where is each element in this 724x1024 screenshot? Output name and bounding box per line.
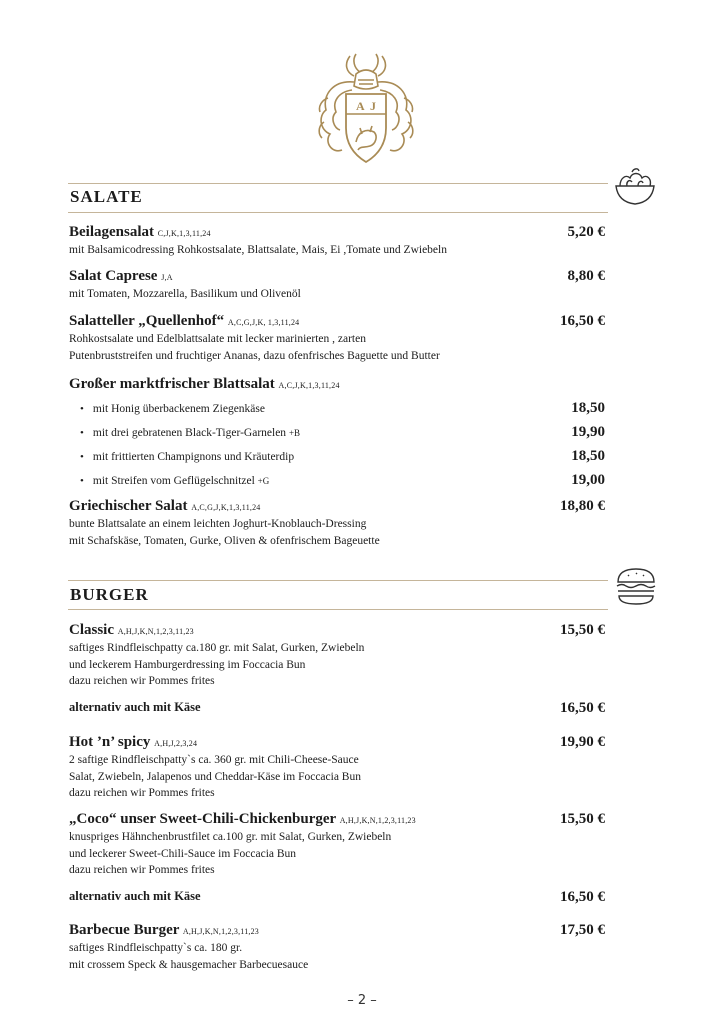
item-allergens: A,C,G,J,K,1,3,11,24 bbox=[191, 503, 261, 512]
item-allergens: A,H,J,K,N,1,2,3,11,23 bbox=[182, 927, 260, 936]
menu-item-griechischer-salat bbox=[69, 498, 605, 549]
item-price: 17,50 € bbox=[560, 922, 605, 938]
menu-item-barbecue-burger bbox=[69, 922, 605, 973]
burger-rule-top bbox=[68, 580, 608, 581]
bullet-icon: • bbox=[80, 451, 84, 463]
salad-bowl-icon bbox=[612, 164, 658, 208]
item-allergens: A,H,J,K,N,1,2,3,11,23 bbox=[117, 627, 194, 636]
menu-item-alt-kaese-1 bbox=[69, 700, 605, 715]
item-desc bbox=[69, 331, 605, 364]
menu-item-salatteller-quellenhof bbox=[69, 313, 605, 364]
item-price: 16,50 € bbox=[560, 700, 605, 716]
option-text: mit drei gebratenen Black-Tiger-Garnelen bbox=[92, 427, 287, 439]
item-price: 15,50 € bbox=[560, 811, 605, 827]
item-desc-line: Putenbruststreifen und fruchtiger Ananas, dazu ofenfrisches Baguette und Butter bbox=[69, 349, 440, 362]
bullet-icon: • bbox=[80, 475, 84, 487]
item-desc-line: mit crossem Speck & hausgemacher Barbecuesauce bbox=[69, 958, 309, 971]
item-desc-line: mit Schafskäse, Tomaten, Gurke, Oliven & ofenfrischem Bageuette bbox=[69, 534, 380, 547]
item-desc-line: und leckerem Hamburgerdressing im Foccacia Bun bbox=[69, 658, 306, 671]
item-desc-line: Rohkostsalate und Edelblattsalate mit lecker marinierten , zarten bbox=[69, 333, 366, 345]
item-desc-line: Salat, Zwiebeln, Jalapenos und Cheddar-Käse im Foccacia Bun bbox=[69, 770, 361, 783]
item-allergens: C,J,K,1,3,11,24 bbox=[157, 229, 211, 238]
bullet-icon: • bbox=[80, 427, 84, 439]
item-desc bbox=[69, 752, 605, 802]
item-name: Salatteller „Quellenhof“ bbox=[69, 313, 225, 329]
option-price: 18,50 bbox=[571, 448, 605, 464]
item-desc bbox=[69, 516, 605, 549]
salate-rule-top bbox=[68, 183, 608, 184]
item-desc-line: 2 saftige Rindfleischpatty`s ca. 360 gr. mit Chili-Cheese-Sauce bbox=[69, 754, 359, 766]
item-price: 18,80 € bbox=[560, 498, 605, 514]
item-price: 19,90 € bbox=[560, 734, 605, 750]
option-text: mit Streifen vom Geflügelschnitzel bbox=[92, 475, 255, 487]
option-champignons bbox=[80, 448, 605, 464]
item-desc bbox=[69, 640, 605, 690]
crest-letter-j: J bbox=[370, 99, 376, 113]
alt-text: alternativ auch mit Käse bbox=[69, 889, 201, 903]
crest-letter-a: A bbox=[356, 99, 365, 113]
item-desc bbox=[69, 940, 605, 973]
menu-item-beilagensalat bbox=[69, 224, 605, 259]
item-desc-line: dazu reichen wir Pommes frites bbox=[69, 675, 215, 687]
menu-item-salat-caprese bbox=[69, 268, 605, 303]
item-desc: mit Balsamicodressing Rohkostsalate, Blattsalate, Mais, Ei ,Tomate und Zwiebeln bbox=[69, 244, 447, 256]
item-desc-line: dazu reichen wir Pommes frites bbox=[69, 787, 215, 799]
salate-rule-bottom bbox=[68, 212, 608, 213]
option-price: 18,50 bbox=[571, 400, 605, 416]
item-name: Salat Caprese bbox=[69, 268, 158, 284]
item-desc-line: saftiges Rindfleischpatty ca.180 gr. mit Salat, Gurken, Zwiebeln bbox=[69, 642, 365, 654]
option-note: +B bbox=[288, 428, 301, 438]
bullet-icon: • bbox=[80, 403, 84, 415]
item-desc-line: dazu reichen wir Pommes frites bbox=[69, 864, 215, 876]
item-name: Griechischer Salat bbox=[69, 498, 188, 514]
item-price: 8,80 € bbox=[567, 268, 605, 284]
burger-rule-bottom bbox=[68, 609, 608, 610]
menu-item-alt-kaese-2 bbox=[69, 889, 605, 904]
option-price: 19,00 bbox=[571, 472, 605, 488]
item-name: Beilagensalat bbox=[69, 224, 154, 240]
alt-text: alternativ auch mit Käse bbox=[69, 700, 201, 714]
item-desc-line: saftiges Rindfleischpatty`s ca. 180 gr. bbox=[69, 942, 243, 954]
item-desc-line: bunte Blattsalate an einem leichten Joghurt-Knoblauch-Dressing bbox=[69, 518, 367, 530]
item-desc bbox=[69, 829, 605, 879]
item-price: 16,50 € bbox=[560, 313, 605, 329]
item-allergens: J,A bbox=[161, 273, 173, 282]
crest-logo bbox=[312, 50, 420, 168]
menu-item-blattsalat bbox=[69, 376, 605, 393]
item-allergens: A,C,G,J,K, 1,3,11,24 bbox=[227, 318, 300, 327]
item-allergens: A,H,J,2,3,24 bbox=[154, 739, 198, 748]
option-text: mit Honig überbackenem Ziegenkäse bbox=[92, 403, 265, 415]
menu-item-classic bbox=[69, 622, 605, 690]
item-name: Classic bbox=[69, 622, 114, 638]
item-name: Barbecue Burger bbox=[69, 922, 180, 938]
option-gefluegel bbox=[80, 472, 605, 488]
option-garnelen bbox=[80, 424, 605, 440]
burger-title: BURGER bbox=[70, 585, 149, 604]
item-price: 15,50 € bbox=[560, 622, 605, 638]
item-allergens: A,C,J,K,1,3,11,24 bbox=[278, 381, 340, 390]
item-desc: mit Tomaten, Mozzarella, Basilikum und Olivenöl bbox=[69, 288, 301, 300]
option-text: mit frittierten Champignons und Kräuterdip bbox=[92, 451, 295, 463]
burger-icon bbox=[614, 566, 658, 608]
menu-item-hot-n-spicy bbox=[69, 734, 605, 802]
item-price: 5,20 € bbox=[567, 224, 605, 240]
salate-title: SALATE bbox=[70, 187, 143, 206]
item-desc-line: und leckerer Sweet-Chili-Sauce im Foccacia Bun bbox=[69, 847, 297, 860]
item-name: Hot ’n’ spicy bbox=[69, 734, 151, 750]
item-price: 16,50 € bbox=[560, 889, 605, 905]
item-name: Großer marktfrischer Blattsalat bbox=[69, 376, 275, 392]
page-number: – 2 – bbox=[347, 993, 377, 1008]
menu-item-coco-chickenburger bbox=[69, 811, 605, 879]
item-desc-line: knuspriges Hähnchenbrustfilet ca.100 gr. mit Salat, Gurken, Zwiebeln bbox=[69, 831, 392, 843]
option-note: +G bbox=[257, 476, 270, 486]
option-price: 19,90 bbox=[571, 424, 605, 440]
item-name: „Coco“ unser Sweet-Chili-Chickenburger bbox=[69, 811, 336, 827]
option-ziegenkaese bbox=[80, 400, 605, 416]
item-allergens: A,H,J,K,N,1,2,3,11,23 bbox=[339, 816, 416, 825]
